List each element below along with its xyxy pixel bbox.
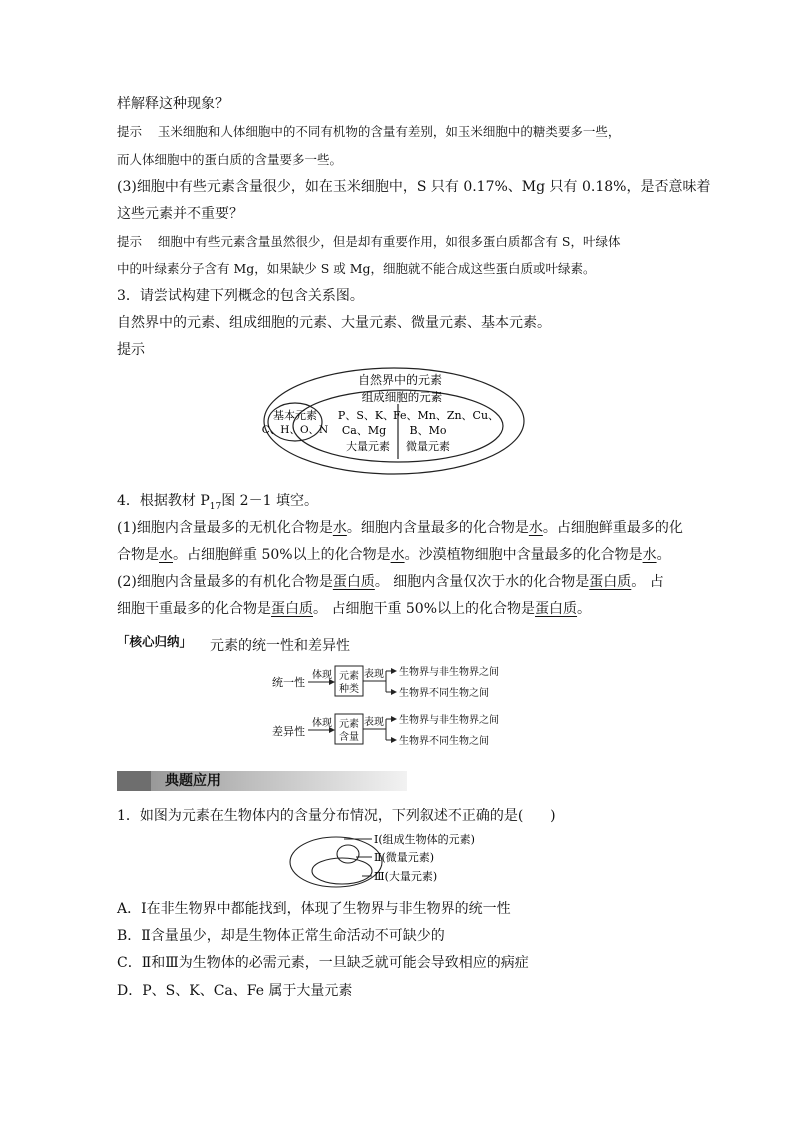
difference-show: 表现 [364, 717, 384, 728]
hint-line: 而人体细胞中的蛋白质的含量要多一些。 [117, 152, 343, 167]
section-bar-block [117, 771, 151, 791]
text-line [117, 572, 664, 592]
text-span: 。 占细胞干重 50%以上的化合物是 [313, 601, 536, 617]
unity-branch2: 生物界不同生物之间 [399, 688, 489, 699]
micro-elements-row2: B、Mo [409, 424, 447, 437]
text-line [117, 518, 683, 538]
hint-text: 玉米细胞和人体细胞中的不同有机物的含量有差别，如玉米细胞中的糖类要多一些， [157, 124, 621, 139]
difference-box-line2: 含量 [339, 732, 359, 743]
text-line: 这些元素并不重要？ [117, 206, 243, 222]
basic-elements-title: 基本元素 [273, 409, 317, 422]
text-line: 自然界中的元素、组成细胞的元素、大量元素、微量元素、基本元素。 [117, 315, 551, 331]
text-line: (3)细胞中有些元素含量很少，如在玉米细胞中，S 只有 0.17%、Mg 只有 0.18%，是否意味着 [117, 179, 711, 195]
macro-elements-row2: Ca、Mg [341, 424, 387, 437]
answer-blank: 水 [332, 520, 347, 536]
set-ii-ellipse [337, 845, 359, 863]
difference-branch1: 生物界与非生物界之间 [399, 715, 499, 726]
text-line [117, 545, 671, 565]
core-summary-title: 元素的统一性和差异性 [210, 638, 350, 654]
question-heading [117, 491, 318, 517]
text-span: 细胞干重最多的化合物是 [117, 601, 271, 617]
question-stem [117, 806, 556, 826]
unity-box-line1: 元素 [339, 671, 359, 682]
option-b[interactable]: B．Ⅱ含量虽少，却是生物体正常生命活动不可缺少的 [117, 928, 445, 944]
difference-box-line1: 元素 [339, 719, 359, 730]
answer-blank: 蛋白质 [535, 601, 578, 617]
bracket-right: 」 [179, 634, 193, 649]
answer-blank: 蛋白质 [589, 574, 632, 590]
text-span: 。 细胞内含量仅次于水的化合物是 [374, 574, 590, 590]
option-c[interactable]: C．Ⅱ和Ⅲ为生物体的必需元素，一旦缺乏就可能会导致相应的病症 [117, 955, 529, 971]
section-title: 典题应用 [165, 773, 221, 789]
hint-line: 中的叶绿素分子含有 Mg，如果缺少 S 或 Mg，细胞就不能合成这些蛋白质或叶绿素。 [117, 261, 596, 276]
hint-label: 提示 [117, 124, 143, 139]
hint-line [117, 232, 620, 252]
label-set-i: Ⅰ(组成生物体的元素) [374, 833, 475, 846]
set-i-ellipse [290, 837, 382, 887]
text-span: 。占细胞鲜重最多的化 [542, 520, 683, 536]
stem-close: ) [550, 808, 556, 824]
section-header-bar [117, 771, 407, 791]
q4-head-post: 图 2－1 填空。 [221, 493, 318, 509]
text-span: 。 占 [631, 574, 664, 590]
core-label-text: 核心归纳 [129, 634, 180, 649]
text-span: 。占细胞鲜重 50%以上的化合物是 [173, 547, 391, 563]
label-set-iii: Ⅲ(大量元素) [374, 870, 438, 883]
hint-line [117, 122, 620, 142]
answer-blank: 水 [642, 547, 657, 563]
text-span: 。 [656, 547, 671, 563]
hint-text: 细胞中有些元素含量虽然很少，但是却有重要作用，如很多蛋白质都含有 S，叶绿体 [157, 234, 621, 249]
difference-embody: 体现 [312, 718, 332, 729]
answer-blank: 水 [390, 547, 405, 563]
macro-elements-label: 大量元素 [346, 440, 390, 453]
micro-elements-row1: Fe、Mn、Zn、Cu、 [392, 409, 500, 422]
label-set-ii: Ⅱ(微量元素) [374, 851, 435, 864]
difference-label: 差异性 [272, 725, 305, 738]
answer-blank: 蛋白质 [271, 601, 313, 617]
difference-branch2: 生物界不同生物之间 [399, 736, 489, 747]
text-span: 。细胞内含量最多的化合物是 [346, 520, 529, 536]
option-d[interactable]: D．P、S、K、Ca、Fe 属于大量元素 [117, 983, 353, 999]
hint-label: 提示 [117, 342, 145, 358]
text-line [117, 599, 591, 619]
text-span: (2)细胞内含量最多的有机化合物是 [117, 574, 333, 590]
text-span: (1)细胞内含量最多的无机化合物是 [117, 520, 333, 536]
q4-head-pre: 4．根据教材 P [117, 493, 210, 509]
text-line: 样解释这种现象？ [117, 96, 229, 112]
unity-difference-diagram [272, 662, 532, 758]
unity-branch1: 生物界与非生物界之间 [399, 667, 499, 678]
text-span: 。 [577, 601, 592, 617]
answer-blank: 水 [159, 547, 173, 563]
text-span: 。沙漠植物细胞中含量最多的化合物是 [404, 547, 643, 563]
unity-embody: 体现 [312, 670, 332, 681]
element-distribution-diagram [286, 831, 526, 891]
unity-label: 统一性 [272, 676, 305, 689]
element-inclusion-diagram [262, 366, 526, 476]
text-span: 合物是 [117, 547, 159, 563]
answer-blank: 蛋白质 [332, 574, 375, 590]
q4-head-sub: 17 [209, 501, 222, 512]
cell-elements-label: 组成细胞的元素 [361, 390, 443, 404]
answer-blank: 水 [528, 520, 543, 536]
basic-elements-items: C、H、O、N [262, 424, 329, 436]
core-summary-label [117, 632, 192, 652]
unity-show: 表现 [364, 669, 384, 680]
nature-elements-label: 自然界中的元素 [357, 373, 443, 387]
unity-box-line2: 种类 [339, 684, 359, 695]
option-a[interactable]: A．Ⅰ在非生物界中都能找到，体现了生物界与非生物界的统一性 [117, 901, 511, 917]
question-heading: 3．请尝试构建下列概念的包含关系图。 [117, 288, 364, 304]
macro-elements-row1: P、S、K、 [337, 409, 395, 422]
micro-elements-label: 微量元素 [406, 440, 450, 453]
hint-label: 提示 [117, 234, 143, 249]
bracket-left: 「 [117, 634, 130, 649]
stem-text: 1．如图为元素在生物体内的含量分布情况，下列叙述不正确的是( [117, 808, 524, 824]
